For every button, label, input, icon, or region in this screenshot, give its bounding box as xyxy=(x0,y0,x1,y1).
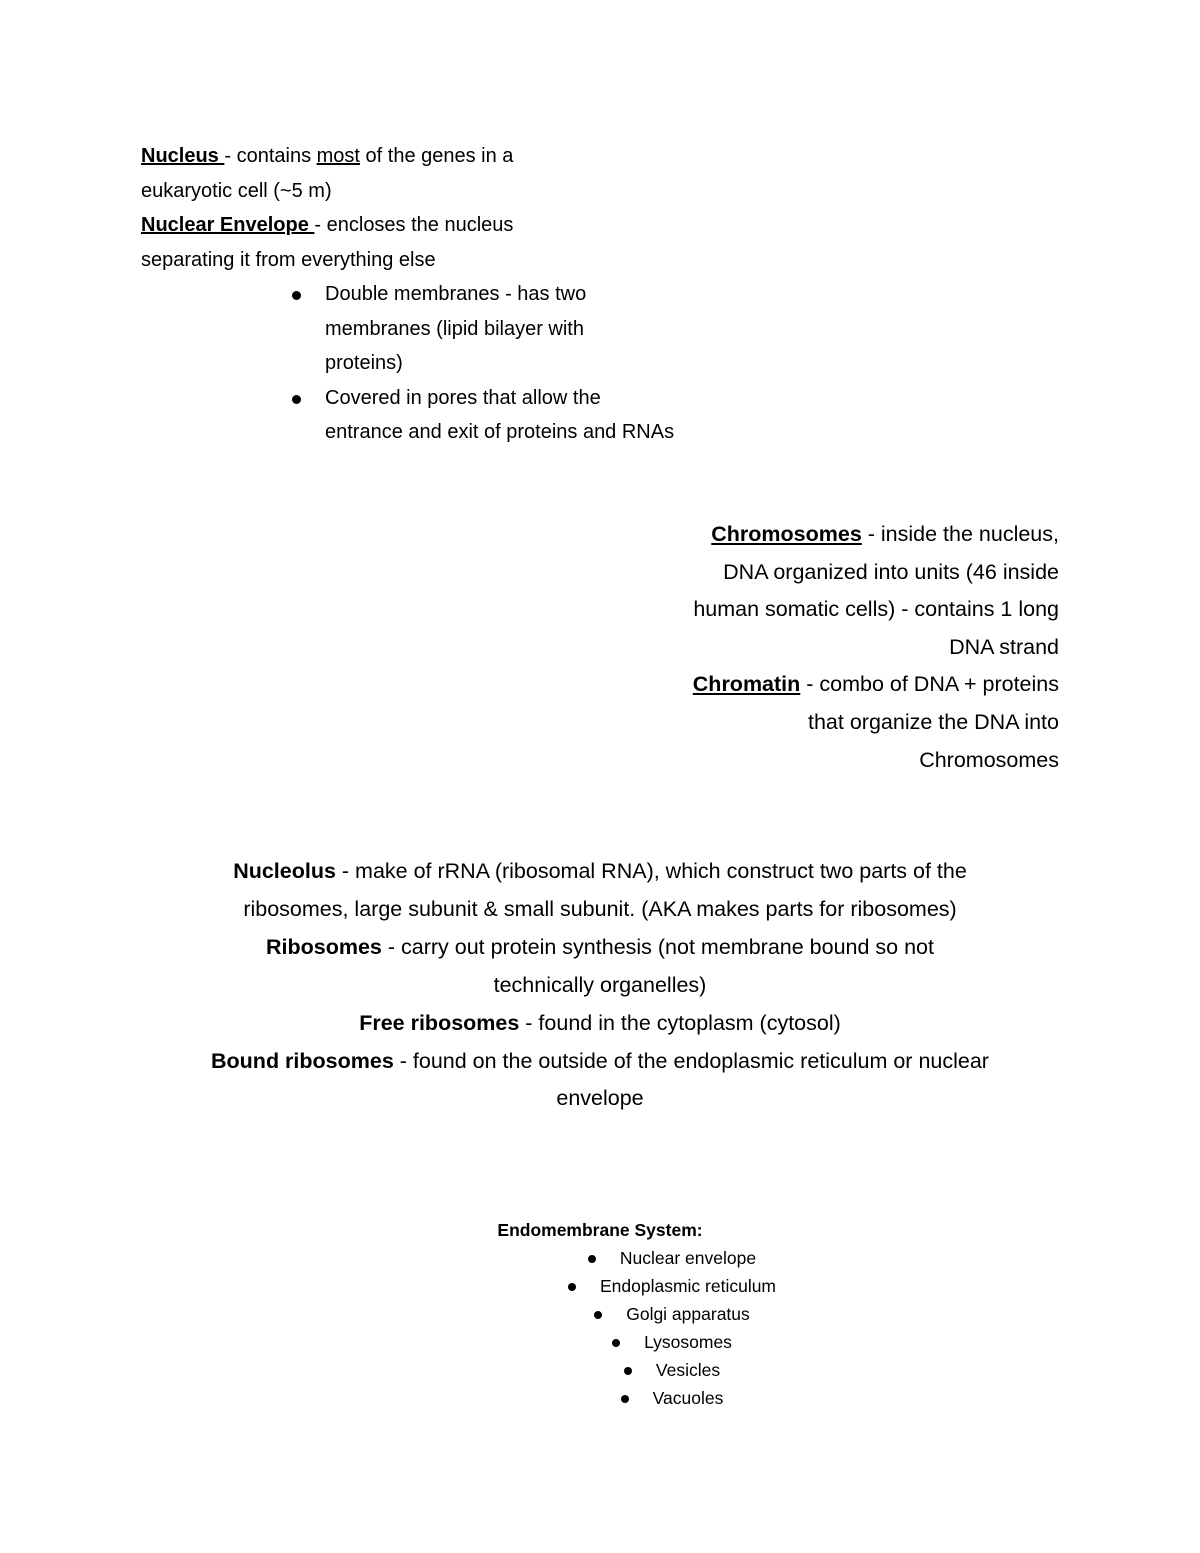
bullet-line: Covered in pores that allow the xyxy=(325,386,601,409)
ribosomes-definition xyxy=(150,929,1050,967)
list-item xyxy=(488,1328,888,1356)
ribosomes-line2: technically organelles) xyxy=(493,972,707,997)
chromatin-line3: Chromosomes xyxy=(919,747,1059,772)
bullet-icon xyxy=(621,1395,629,1403)
bullet-line: entrance and exit of proteins and RNAs xyxy=(325,421,675,443)
chromosomes-line3: human somatic cells) - contains 1 long xyxy=(693,597,1059,622)
bullet-line: Double membranes - has two xyxy=(325,283,587,305)
bound-ribosomes-term: Bound ribosomes xyxy=(211,1048,394,1073)
nucleus-emphasis: most xyxy=(316,145,360,167)
list-item xyxy=(488,1272,888,1300)
chromatin-text: - combo of DNA + proteins xyxy=(800,672,1059,697)
nucleolus-line2: ribosomes, large subunit & small subunit. (AKA makes parts for ribosomes) xyxy=(243,896,957,921)
nucleus-notes xyxy=(141,139,741,450)
bound-ribosomes-definition xyxy=(150,1043,1050,1081)
list-item xyxy=(325,277,725,381)
nuclear-envelope-definition-line2: separating it from everything else xyxy=(141,248,436,271)
free-ribosomes-text: - found in the cytoplasm (cytosol) xyxy=(519,1010,841,1035)
envelope-bullet-list xyxy=(141,277,725,450)
nuclear-envelope-term: Nuclear Envelope xyxy=(141,214,315,236)
free-ribosomes-term: Free ribosomes xyxy=(359,1010,520,1035)
endomembrane-item: Lysosomes xyxy=(644,1332,732,1352)
list-item xyxy=(488,1300,888,1328)
organelle-notes xyxy=(150,853,1050,1118)
endomembrane-item: Endoplasmic reticulum xyxy=(599,1276,777,1296)
endomembrane-item: Nuclear envelope xyxy=(619,1248,757,1268)
list-item xyxy=(488,1384,888,1412)
bullet-icon xyxy=(292,395,301,404)
endomembrane-item: Vesicles xyxy=(655,1360,721,1380)
bullet-icon xyxy=(594,1311,602,1319)
endomembrane-title: Endomembrane System: xyxy=(497,1220,703,1240)
ribosomes-term: Ribosomes xyxy=(265,934,382,959)
chromosomes-text: - inside the nucleus, xyxy=(861,522,1059,546)
chromatin-term: Chromatin xyxy=(692,672,801,697)
chromosomes-line2: DNA organized into units (46 inside xyxy=(723,559,1059,584)
bullet-icon xyxy=(588,1255,596,1263)
nucleolus-term: Nucleolus xyxy=(233,859,336,883)
nucleus-text-after: of the genes in a xyxy=(359,145,514,167)
bullet-icon xyxy=(568,1283,576,1291)
chromatin-line2: that organize the DNA into xyxy=(808,709,1059,734)
nuclear-envelope-definition xyxy=(141,208,741,243)
free-ribosomes-definition xyxy=(150,1005,1050,1043)
nucleus-definition xyxy=(141,139,741,174)
bullet-line: proteins) xyxy=(325,352,403,374)
bullet-icon xyxy=(292,291,301,300)
nucleus-text-before: - contains xyxy=(224,145,317,167)
ribosomes-text: - carry out protein synthesis (not membrane bound so not xyxy=(381,934,934,959)
list-item xyxy=(488,1244,888,1272)
chromosomes-term: Chromosomes xyxy=(711,522,862,546)
list-item xyxy=(325,381,725,450)
chromatin-definition xyxy=(639,666,1059,704)
nucleolus-definition xyxy=(150,853,1050,891)
bound-ribosomes-text: - found on the outside of the endoplasmic reticulum or nuclear xyxy=(393,1048,989,1073)
bound-ribosomes-line2: envelope xyxy=(556,1086,644,1111)
bullet-line: membranes (lipid bilayer with xyxy=(325,317,584,340)
bullet-icon xyxy=(612,1339,620,1347)
nuclear-envelope-text: - encloses the nucleus xyxy=(314,214,514,236)
chromosomes-line4: DNA strand xyxy=(949,634,1059,659)
list-item xyxy=(488,1356,888,1384)
endomembrane-item: Vacuoles xyxy=(652,1388,724,1408)
bullet-icon xyxy=(624,1367,632,1375)
nucleus-definition-line2: eukaryotic cell (~5 m) xyxy=(141,179,332,202)
chromosome-notes xyxy=(639,516,1059,779)
endomembrane-item: Golgi apparatus xyxy=(626,1304,750,1324)
nucleolus-text: - make of rRNA (ribosomal RNA), which construct two parts of the xyxy=(335,859,967,883)
nucleus-term: Nucleus xyxy=(141,145,225,167)
chromosomes-definition xyxy=(639,516,1059,554)
